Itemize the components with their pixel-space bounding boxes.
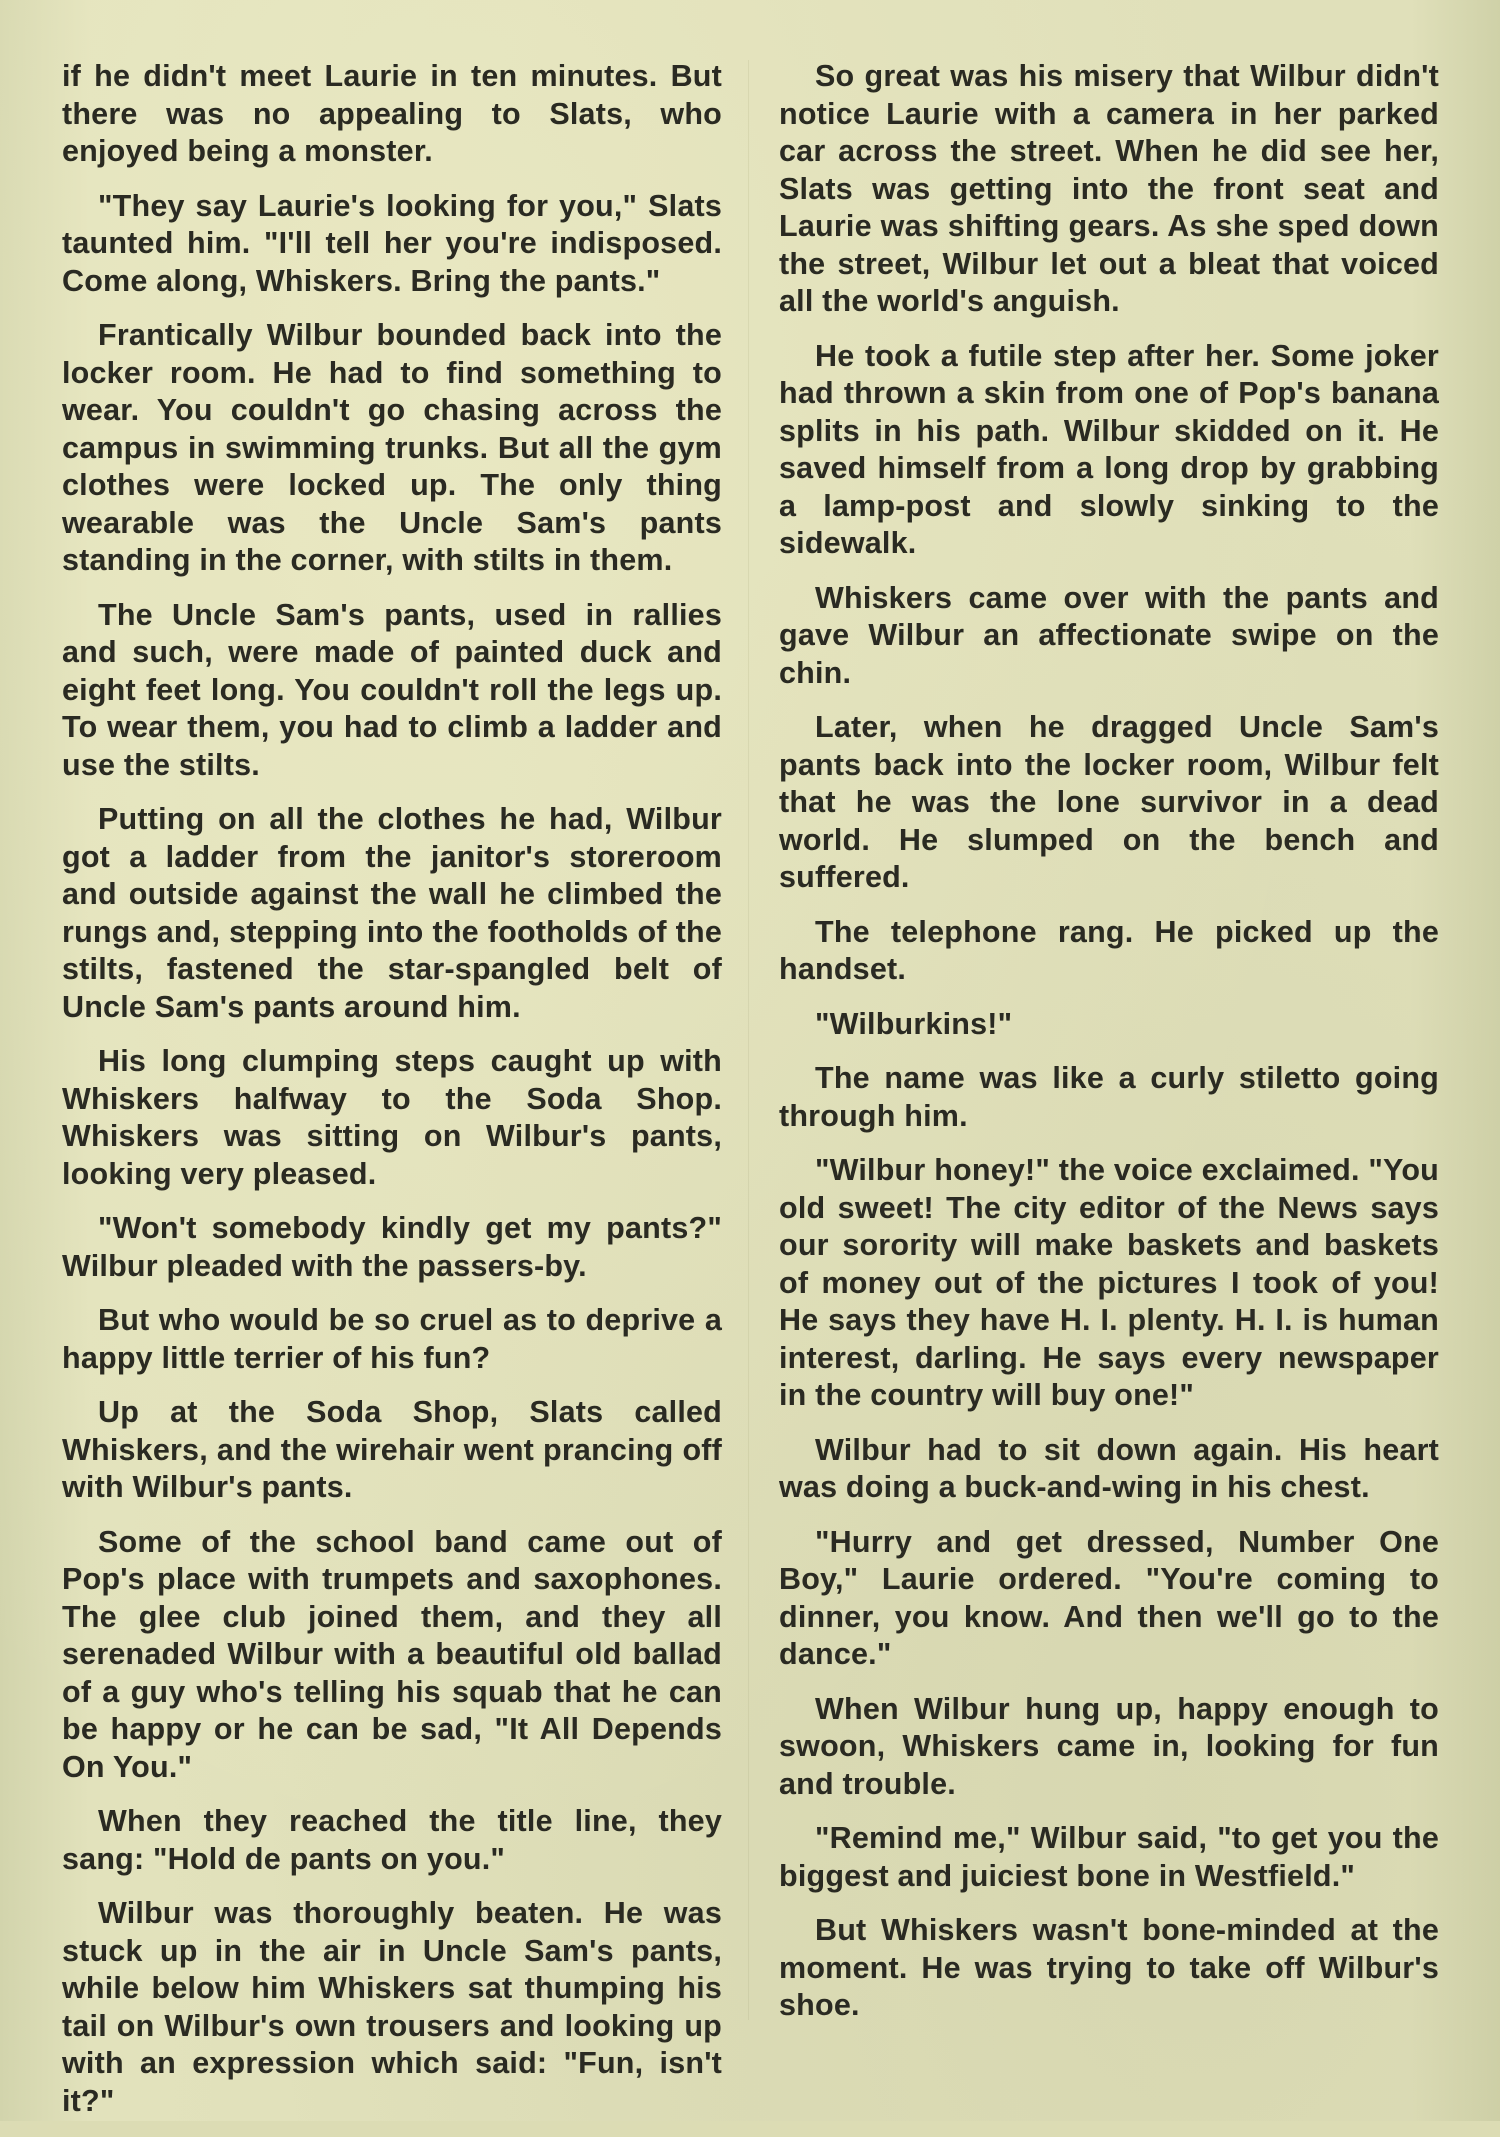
paragraph: His long clumping steps caught up with Whiskers halfway to the Soda Shop. Whiskers was sitting on Wilbur's pants, looking very pleased. xyxy=(62,1044,722,1191)
paragraph: Some of the school band came out of Pop's place with trumpets and saxophones. The glee club joined them, and they all serenaded Wilbur with a beautiful old ballad of a guy who's telling his squab that he can be happy or he can be sad, "It All Depends On You." xyxy=(62,1524,722,1784)
paragraph: "Remind me," Wilbur said, "to get you the biggest and juiciest bone in Westfield." xyxy=(779,1821,1439,1893)
paragraph: When they reached the title line, they sang: "Hold de pants on you." xyxy=(62,1804,722,1876)
right-column xyxy=(779,58,1439,2042)
paragraph: Wilbur had to sit down again. His heart was doing a buck-and-wing in his chest. xyxy=(779,1432,1439,1504)
paragraph: He took a futile step after her. Some joker had thrown a skin from one of Pop's banana splits in his path. Wilbur skidded on it. He saved himself from a long drop by grabbing a lamp-post and slowly sinking to the sidewalk. xyxy=(779,338,1439,560)
paragraph: Frantically Wilbur bounded back into the locker room. He had to find something to wear. You couldn't go chasing across the campus in swimming trunks. But all the gym clothes were locked up. The only thing wearable was the Uncle Sam's pants standing in the corner, with stilts in them. xyxy=(62,318,722,577)
paragraph: Up at the Soda Shop, Slats called Whiskers, and the wirehair went prancing off with Wilbur's pants. xyxy=(62,1395,722,1504)
paragraph: But Whiskers wasn't bone-minded at the moment. He was trying to take off Wilbur's shoe. xyxy=(779,1913,1439,2022)
paragraph: "Won't somebody kindly get my pants?" Wilbur pleaded with the passers-by. xyxy=(62,1211,722,1283)
paragraph: "Wilbur honey!" the voice exclaimed. "You old sweet! The city editor of the News says our sorority will make baskets and baskets of money out of the pictures I took of you! He says they have H. I. plenty. H. I. is human interest, darling. He says every newspaper in the country will buy one!" xyxy=(779,1153,1439,1412)
paragraph: The telephone rang. He picked up the handset. xyxy=(779,914,1439,986)
paragraph: "They say Laurie's looking for you," Slats taunted him. "I'll tell her you're indisposed. Come along, Whiskers. Bring the pants." xyxy=(62,188,722,298)
column-gutter xyxy=(748,60,749,2020)
paragraph: "Wilburkins!" xyxy=(815,1006,1013,1041)
paragraph: Later, when he dragged Uncle Sam's pants back into the locker room, Wilbur felt that he was the lone survivor in a dead world. He slumped on the bench and suffered. xyxy=(779,710,1439,894)
paragraph: Putting on all the clothes he had, Wilbur got a ladder from the janitor's storeroom and outside against the wall he climbed the rungs and, stepping into the footholds of the stilts, fastened the star-spangled belt of Uncle Sam's pants around him. xyxy=(62,802,722,1024)
paragraph: Whiskers came over with the pants and gave Wilbur an affectionate swipe on the chin. xyxy=(779,580,1439,690)
paragraph: "Hurry and get dressed, Number One Boy," Laurie ordered. "You're coming to dinner, you know. And then we'll go to the dance." xyxy=(779,1524,1439,1671)
paragraph: So great was his misery that Wilbur didn't notice Laurie with a camera in her parked car across the street. When he did see her, Slats was getting into the front seat and Laurie was shifting gears. As she sped down the street, Wilbur let out a bleat that voiced all the world's anguish. xyxy=(779,59,1439,318)
paragraph: When Wilbur hung up, happy enough to swoon, Whiskers came in, looking for fun and trouble. xyxy=(779,1691,1439,1801)
paragraph: The Uncle Sam's pants, used in rallies and such, were made of painted duck and eight feet long. You couldn't roll the legs up. To wear them, you had to climb a ladder and use the stilts. xyxy=(62,597,722,782)
paragraph: Wilbur was thoroughly beaten. He was stuck up in the air in Uncle Sam's pants, while below him Whiskers sat thumping his tail on Wilbur's own trousers and looking up with an expression which said: "Fun, isn't it?" xyxy=(62,1896,722,2118)
left-column xyxy=(62,58,722,2137)
paragraph: But who would be so cruel as to deprive a happy little terrier of his fun? xyxy=(62,1303,722,1375)
paragraph: The name was like a curly stiletto going through him. xyxy=(779,1061,1439,1133)
paragraph: if he didn't meet Laurie in ten minutes. But there was no appealing to Slats, who enjoyed being a monster. xyxy=(62,59,722,168)
